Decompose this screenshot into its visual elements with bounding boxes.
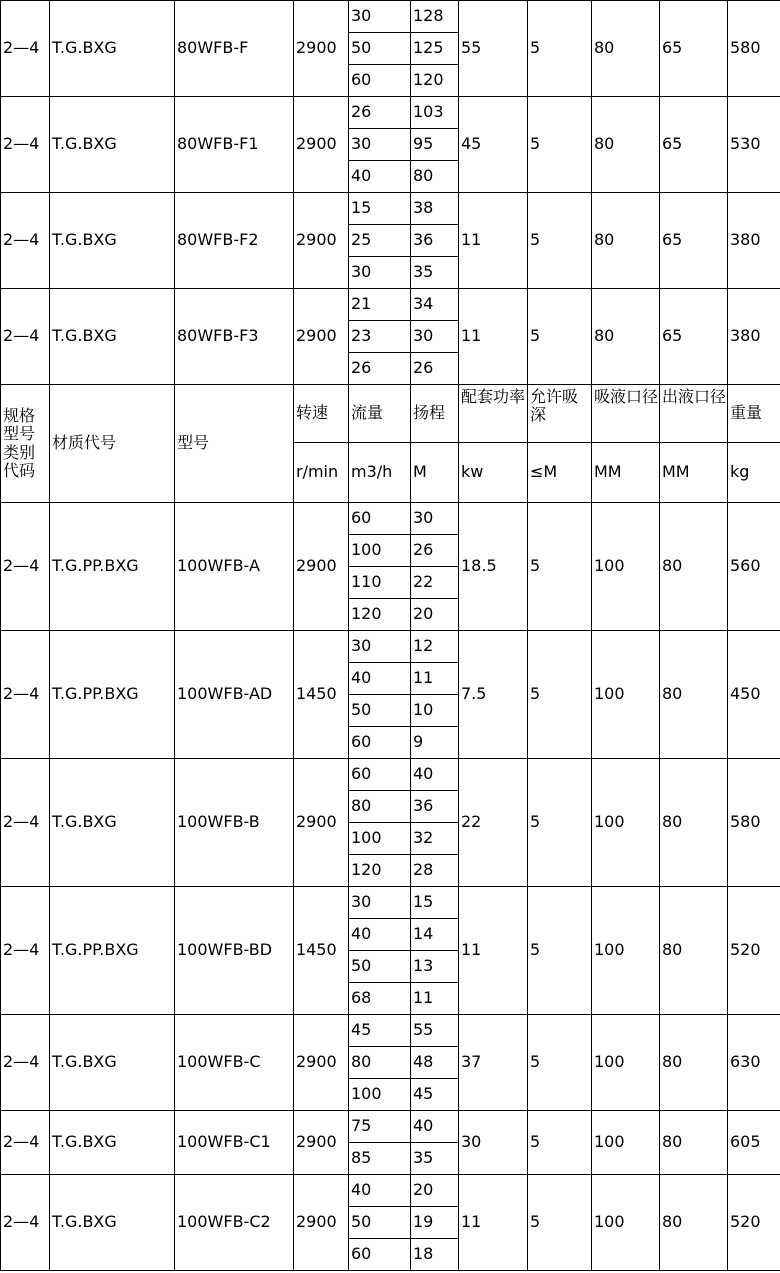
flow-cell: 30	[349, 257, 411, 289]
flow-cell: 26	[349, 353, 411, 385]
flow-cell: 68	[349, 983, 411, 1015]
inlet-cell: 80	[592, 97, 660, 193]
head-cell: 95	[411, 129, 459, 161]
type-cell: 2—4	[1, 1111, 50, 1175]
power-cell: 45	[459, 97, 528, 193]
flow-cell: 30	[349, 631, 411, 663]
outlet-cell: 80	[660, 503, 728, 631]
type-cell: 2—4	[1, 193, 50, 289]
header-material: 材质代号	[50, 385, 175, 503]
head-cell: 26	[411, 353, 459, 385]
material-cell: T.G.BXG	[50, 759, 175, 887]
flow-cell: 50	[349, 951, 411, 983]
power-cell: 22	[459, 759, 528, 887]
outlet-cell: 80	[660, 631, 728, 759]
suction-cell: 5	[528, 289, 592, 385]
header-type-line3: 类别	[3, 442, 36, 462]
power-cell: 7.5	[459, 631, 528, 759]
header-suction: 允许吸深	[528, 385, 592, 443]
inlet-cell: 100	[592, 1175, 660, 1271]
head-cell: 36	[411, 791, 459, 823]
inlet-cell: 100	[592, 1111, 660, 1175]
head-cell: 22	[411, 567, 459, 599]
header-outlet: 出液口径	[660, 385, 728, 443]
table-row	[1, 289, 780, 321]
model-cell: 100WFB-A	[175, 503, 294, 631]
power-cell: 11	[459, 289, 528, 385]
table-row	[1, 193, 780, 225]
unit-speed: r/min	[294, 443, 349, 503]
model-cell: 100WFB-C1	[175, 1111, 294, 1175]
type-cell: 2—4	[1, 759, 50, 887]
suction-cell: 5	[528, 887, 592, 1015]
unit-weight: kg	[728, 443, 780, 503]
power-cell: 11	[459, 887, 528, 1015]
head-cell: 35	[411, 1143, 459, 1175]
head-cell: 14	[411, 919, 459, 951]
outlet-cell: 80	[660, 887, 728, 1015]
model-cell: 80WFB-F1	[175, 97, 294, 193]
inlet-cell: 100	[592, 1015, 660, 1111]
suction-cell: 5	[528, 1175, 592, 1271]
power-cell: 37	[459, 1015, 528, 1111]
outlet-cell: 80	[660, 1175, 728, 1271]
weight-cell: 520	[728, 1175, 780, 1271]
table-row	[1, 1175, 780, 1207]
header-row	[1, 385, 780, 443]
flow-cell: 60	[349, 1239, 411, 1271]
table-row	[1, 97, 780, 129]
head-cell: 55	[411, 1015, 459, 1047]
head-cell: 125	[411, 33, 459, 65]
bottom-section	[1, 503, 780, 1271]
material-cell: T.G.BXG	[50, 193, 175, 289]
head-cell: 12	[411, 631, 459, 663]
head-cell: 48	[411, 1047, 459, 1079]
header-power: 配套功率	[459, 385, 528, 443]
outlet-cell: 65	[660, 1, 728, 97]
head-cell: 10	[411, 695, 459, 727]
flow-cell: 45	[349, 1015, 411, 1047]
material-cell: T.G.BXG	[50, 289, 175, 385]
head-cell: 40	[411, 1111, 459, 1143]
outlet-cell: 65	[660, 193, 728, 289]
head-cell: 11	[411, 663, 459, 695]
head-cell: 80	[411, 161, 459, 193]
suction-cell: 5	[528, 1015, 592, 1111]
head-cell: 15	[411, 887, 459, 919]
flow-cell: 80	[349, 1047, 411, 1079]
power-cell: 11	[459, 1175, 528, 1271]
header-head: 扬程	[411, 385, 459, 443]
table-row	[1, 887, 780, 919]
flow-cell: 85	[349, 1143, 411, 1175]
header-inlet: 吸液口径	[592, 385, 660, 443]
weight-cell: 380	[728, 289, 780, 385]
outlet-cell: 65	[660, 97, 728, 193]
flow-cell: 50	[349, 695, 411, 727]
head-cell: 30	[411, 321, 459, 353]
weight-cell: 630	[728, 1015, 780, 1111]
table-row	[1, 631, 780, 663]
inlet-cell: 80	[592, 1, 660, 97]
power-cell: 18.5	[459, 503, 528, 631]
flow-cell: 120	[349, 855, 411, 887]
weight-cell: 560	[728, 503, 780, 631]
head-cell: 36	[411, 225, 459, 257]
suction-cell: 5	[528, 1111, 592, 1175]
header-speed: 转速	[294, 385, 349, 443]
power-cell: 30	[459, 1111, 528, 1175]
flow-cell: 50	[349, 33, 411, 65]
unit-flow: m3/h	[349, 443, 411, 503]
flow-cell: 60	[349, 503, 411, 535]
unit-power: kw	[459, 443, 528, 503]
weight-cell: 605	[728, 1111, 780, 1175]
model-cell: 100WFB-BD	[175, 887, 294, 1015]
model-cell: 100WFB-B	[175, 759, 294, 887]
flow-cell: 50	[349, 1207, 411, 1239]
speed-cell: 2900	[294, 289, 349, 385]
material-cell: T.G.PP.BXG	[50, 887, 175, 1015]
header-type-cell	[1, 385, 50, 503]
header-type-line1: 规格	[3, 405, 36, 425]
inlet-cell: 100	[592, 503, 660, 631]
flow-cell: 60	[349, 759, 411, 791]
type-cell: 2—4	[1, 1, 50, 97]
flow-cell: 80	[349, 791, 411, 823]
suction-cell: 5	[528, 503, 592, 631]
speed-cell: 2900	[294, 97, 349, 193]
flow-cell: 75	[349, 1111, 411, 1143]
suction-cell: 5	[528, 193, 592, 289]
header-type-line4: 代码	[3, 460, 36, 480]
head-cell: 20	[411, 1175, 459, 1207]
material-cell: T.G.PP.BXG	[50, 503, 175, 631]
unit-suction: ≤M	[528, 443, 592, 503]
head-cell: 32	[411, 823, 459, 855]
outlet-cell: 80	[660, 759, 728, 887]
power-cell: 55	[459, 1, 528, 97]
material-cell: T.G.BXG	[50, 97, 175, 193]
table-row	[1, 503, 780, 535]
head-cell: 19	[411, 1207, 459, 1239]
speed-cell: 2900	[294, 1111, 349, 1175]
outlet-cell: 80	[660, 1111, 728, 1175]
unit-outlet: MM	[660, 443, 728, 503]
flow-cell: 100	[349, 535, 411, 567]
flow-cell: 21	[349, 289, 411, 321]
material-cell: T.G.PP.BXG	[50, 631, 175, 759]
flow-cell: 120	[349, 599, 411, 631]
weight-cell: 380	[728, 193, 780, 289]
inlet-cell: 100	[592, 887, 660, 1015]
flow-cell: 40	[349, 663, 411, 695]
inlet-cell: 80	[592, 193, 660, 289]
inlet-cell: 100	[592, 759, 660, 887]
flow-cell: 30	[349, 129, 411, 161]
type-cell: 2—4	[1, 503, 50, 631]
head-cell: 34	[411, 289, 459, 321]
head-cell: 30	[411, 503, 459, 535]
type-cell: 2—4	[1, 97, 50, 193]
flow-cell: 100	[349, 1079, 411, 1111]
flow-cell: 15	[349, 193, 411, 225]
head-cell: 26	[411, 535, 459, 567]
inlet-cell: 100	[592, 631, 660, 759]
inlet-cell: 80	[592, 289, 660, 385]
flow-cell: 60	[349, 65, 411, 97]
speed-cell: 2900	[294, 1, 349, 97]
head-cell: 18	[411, 1239, 459, 1271]
flow-cell: 26	[349, 97, 411, 129]
unit-head: M	[411, 443, 459, 503]
flow-cell: 40	[349, 1175, 411, 1207]
table-row	[1, 1, 780, 33]
weight-cell: 530	[728, 97, 780, 193]
type-cell: 2—4	[1, 1015, 50, 1111]
table-row	[1, 1111, 780, 1143]
speed-cell: 2900	[294, 503, 349, 631]
outlet-cell: 65	[660, 289, 728, 385]
power-cell: 11	[459, 193, 528, 289]
weight-cell: 450	[728, 631, 780, 759]
model-cell: 100WFB-C	[175, 1015, 294, 1111]
header-type-line2: 型号	[3, 424, 36, 444]
suction-cell: 5	[528, 631, 592, 759]
model-cell: 100WFB-AD	[175, 631, 294, 759]
flow-cell: 40	[349, 161, 411, 193]
material-cell: T.G.BXG	[50, 1015, 175, 1111]
speed-cell: 2900	[294, 1175, 349, 1271]
top-section	[1, 1, 780, 385]
outlet-cell: 80	[660, 1015, 728, 1111]
speed-cell: 2900	[294, 193, 349, 289]
head-cell: 38	[411, 193, 459, 225]
flow-cell: 100	[349, 823, 411, 855]
type-cell: 2—4	[1, 887, 50, 1015]
material-cell: T.G.BXG	[50, 1175, 175, 1271]
weight-cell: 580	[728, 1, 780, 97]
model-cell: 80WFB-F	[175, 1, 294, 97]
head-cell: 120	[411, 65, 459, 97]
model-cell: 80WFB-F3	[175, 289, 294, 385]
table-row	[1, 759, 780, 791]
type-cell: 2—4	[1, 1175, 50, 1271]
head-cell: 9	[411, 727, 459, 759]
suction-cell: 5	[528, 759, 592, 887]
header-model: 型号	[175, 385, 294, 503]
type-cell: 2—4	[1, 631, 50, 759]
header-weight: 重量	[728, 385, 780, 443]
head-cell: 13	[411, 951, 459, 983]
type-cell: 2—4	[1, 289, 50, 385]
flow-cell: 25	[349, 225, 411, 257]
model-cell: 100WFB-C2	[175, 1175, 294, 1271]
weight-cell: 520	[728, 887, 780, 1015]
model-cell: 80WFB-F2	[175, 193, 294, 289]
head-cell: 28	[411, 855, 459, 887]
unit-inlet: MM	[592, 443, 660, 503]
head-cell: 40	[411, 759, 459, 791]
speed-cell: 2900	[294, 759, 349, 887]
suction-cell: 5	[528, 1, 592, 97]
material-cell: T.G.BXG	[50, 1111, 175, 1175]
head-cell: 11	[411, 983, 459, 1015]
flow-cell: 110	[349, 567, 411, 599]
speed-cell: 2900	[294, 1015, 349, 1111]
flow-cell: 30	[349, 1, 411, 33]
speed-cell: 1450	[294, 887, 349, 1015]
header-flow: 流量	[349, 385, 411, 443]
suction-cell: 5	[528, 97, 592, 193]
flow-cell: 23	[349, 321, 411, 353]
head-cell: 103	[411, 97, 459, 129]
head-cell: 128	[411, 1, 459, 33]
flow-cell: 40	[349, 919, 411, 951]
material-cell: T.G.BXG	[50, 1, 175, 97]
flow-cell: 30	[349, 887, 411, 919]
flow-cell: 60	[349, 727, 411, 759]
head-cell: 20	[411, 599, 459, 631]
weight-cell: 580	[728, 759, 780, 887]
head-cell: 35	[411, 257, 459, 289]
head-cell: 45	[411, 1079, 459, 1111]
table-row	[1, 1015, 780, 1047]
header-section	[1, 385, 780, 503]
speed-cell: 1450	[294, 631, 349, 759]
